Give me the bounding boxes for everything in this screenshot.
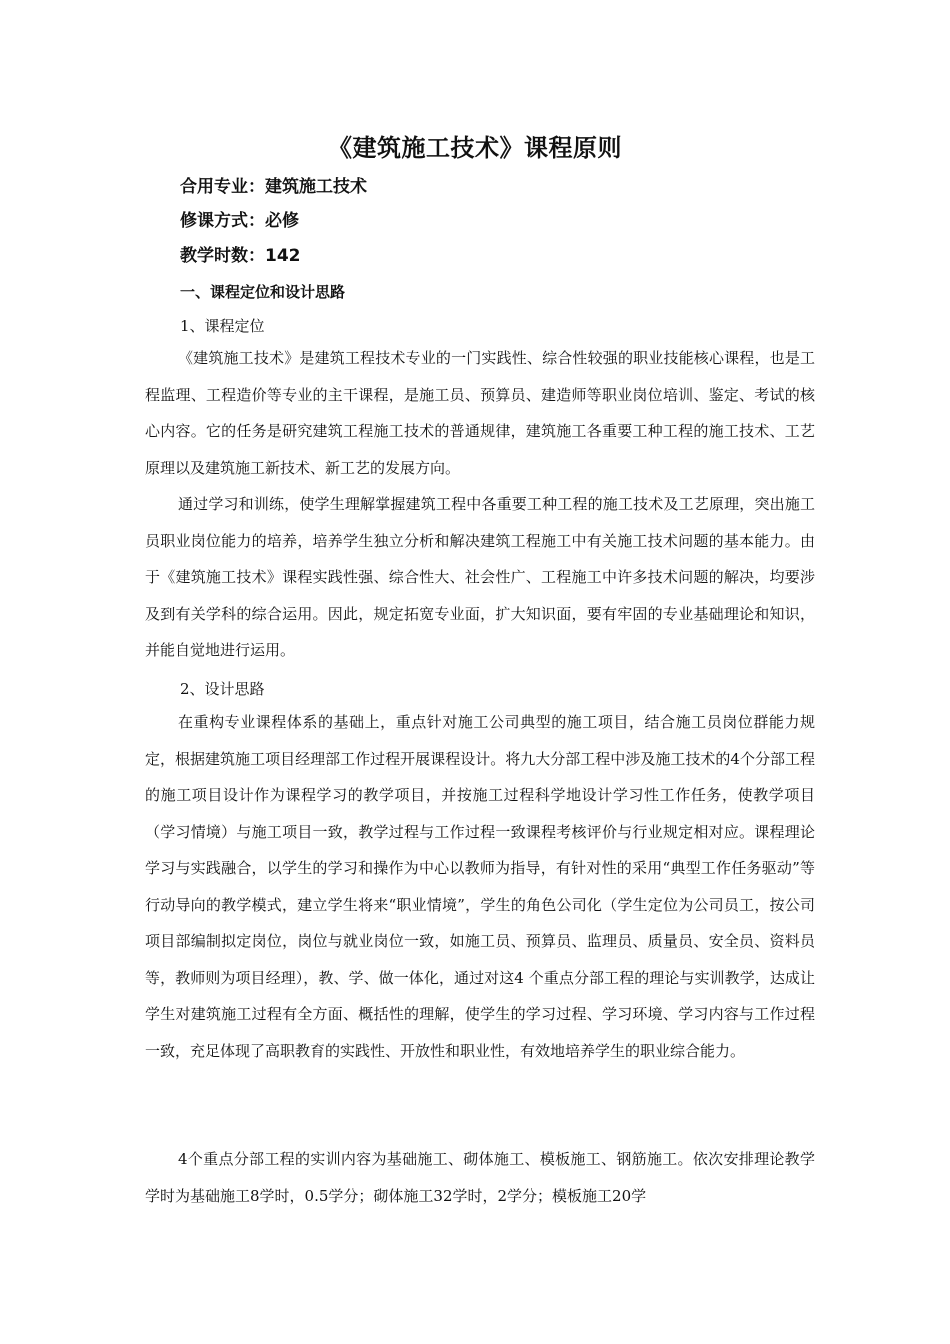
paragraph: 4个重点分部工程的实训内容为基础施工、砌体施工、模板施工、钢筋施工。依次安排理论教学学时为基础施工8学时，0.5学分；砌体施工32学时，2学分；模板施工20学 xyxy=(145,1150,815,1205)
document-title: 《建筑施工技术》课程原则 xyxy=(328,134,622,162)
paragraph: 在重构专业课程体系的基础上，重点针对施工公司典型的施工项目，结合施工员岗位群能力规定，根据建筑施工项目经理部工作过程开展课程设计。将九大分部工程中涉及施工技术的4个分部工程的施工项目设计作为课程学习的教学项目，并按施工过程科学地设计学习性工作任务，使教学项目（学习情境）与施工项目一致，教学过程与工作过程一致课程考核评价与行业规定相对应。课程理论学习与实践融合，以学生的学习和操作为中心以教师为指导，有针对性的采用“典型工作任务驱动”等行动导向的教学模式，建立学生将来“职业情境”，学生的角色公司化（学生定位为公司员工，按公司项目部编制拟定岗位，岗位与就业岗位一致，如施工员、预算员、监理员、质量员、安全员、资料员等，教师则为项目经理），教、学、做一体化，通过对这4 个重点分部工程的理论与实训教学，达成让学生对建筑施工过程有全方面、概括性的理解，使学生的学习过程、学习环境、学习内容与工作过程一致，充足体现了高职教育的实践性、开放性和职业性，有效地培养学生的职业综合能力。 xyxy=(145,713,815,1060)
course-mode: 修课方式：必修 xyxy=(180,211,299,231)
section-heading: 一、课程定位和设计思路 xyxy=(180,283,346,301)
teaching-hours: 教学时数：142 xyxy=(180,246,301,266)
subheading-course-positioning: 1、课程定位 xyxy=(180,317,265,335)
paragraph: 《建筑施工技术》是建筑工程技术专业的一门实践性、综合性较强的职业技能核心课程，也是工程监理、工程造价等专业的主干课程，是施工员、预算员、建造师等职业岗位培训、鉴定、考试的核心内容。它的任务是研究建筑工程施工技术的普通规律，建筑施工各重要工种工程的施工技术、工艺原理以及建筑施工新技术、新工艺的发展方向。 xyxy=(145,349,815,477)
applicable-major: 合用专业：建筑施工技术 xyxy=(180,177,367,197)
subheading-design-approach: 2、设计思路 xyxy=(180,680,265,698)
paragraph: 通过学习和训练，使学生理解掌握建筑工程中各重要工种工程的施工技术及工艺原理，突出施工员职业岗位能力的培养，培养学生独立分析和解决建筑工程施工中有关施工技术问题的基本能力。由于《建筑施工技术》课程实践性强、综合性大、社会性广、工程施工中许多技术问题的解决，均要涉及到有关学科的综合运用。因此，规定拓宽专业面，扩大知识面，要有牢固的专业基础理论和知识，并能自觉地进行运用。 xyxy=(145,495,815,659)
